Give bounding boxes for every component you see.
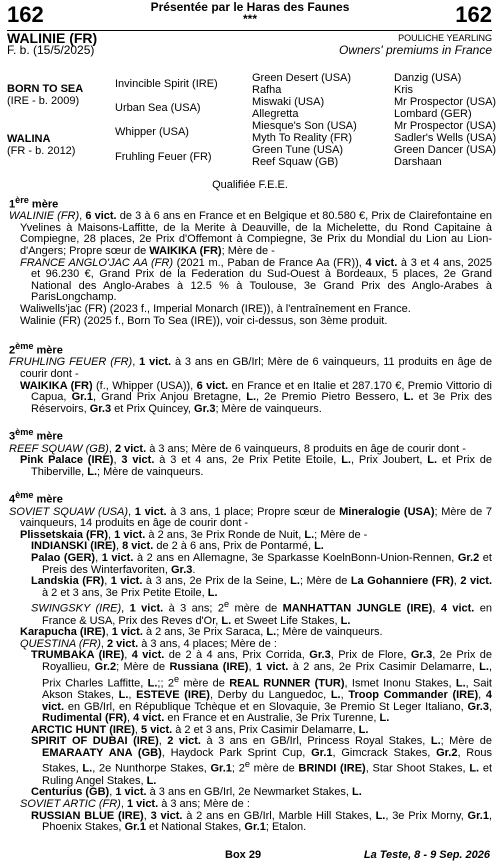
paragraph: FRANCE ANGLO'JAC AA (FR) (2021 m., Paban de France Aa (FR)), 4 vict. à 3 et 4 ans, 2025 et 96.230 €, Grand Prix de la Federation du Sud-Ouest à Bordeaux, 5 places, 2e Grand National des Anglo-Arabes à 12.5 % à Toulouse, 3e Grand Prix des Anglo-Arabes à ParisLongchamp.: [20, 256, 492, 304]
lot-number-right: 162: [455, 2, 492, 27]
paragraph: WAIKIKA (FR) (f., Whipper (USA)), 6 vict. en France et en Italie et 287.170 €, Premio Vittorio di Capua, Gr.1, Grand Prix Anjou Bretagne, L., 2e Premio Pietro Bessero, L. et 3e Prix des Réservoirs, Gr.3 et Prix Quincey, Gr.3; Mère de vainqueurs.: [20, 379, 492, 415]
paragraph: Palao (GER), 1 vict. à 2 ans en Allemagne, 3e Sparkasse KoelnBonn-Union-Rennen, Gr.2 et Preis des Winterfavoriten, Gr.3.: [31, 552, 492, 576]
gen4-ancestor: Darshaan: [394, 156, 442, 168]
paragraph: INDIANSKI (IRE), 8 vict. de 2 à 6 ans, Prix de Pontarmé, L.: [31, 540, 324, 553]
gen4-ancestor: Mr Prospector (USA): [394, 120, 497, 132]
great-grandparent: Myth To Reality (FR): [252, 132, 353, 144]
paragraph: SOVIET ARTIC (FR), 1 vict. à 3 ans; Mère de :: [20, 797, 250, 810]
paragraph: RUSSIAN BLUE (IRE), 3 vict. à 2 ans en GB/Irl, Marble Hill Stakes, L., 3e Prix Morny, Gr.1, Phoenix Stakes, Gr.1 et National Stakes, Gr.1; Etalon.: [31, 809, 493, 834]
paragraph: WALINIE (FR), 6 vict. de 3 à 6 ans en France et en Belgique et 80.580 €, Prix de Clairefontaine en Yvelines à Maisons-Laffitte, de la Merite à Deauville, de la Michelette, du Rond Capitaine à Compiegne, 28 places, 2e Prix d'Offemont à Compiegne, 3e Prix du Mondial du Lion au Lion-d'Angers; Propre sœur de WAIKIKA (FR); Mère de -: [9, 210, 493, 258]
owners-premiums: Owners' premiums in France: [339, 43, 492, 57]
dam-name: WALINA: [7, 133, 51, 145]
great-grandparent: Rafha: [252, 84, 282, 96]
great-grandparent: Miesque's Son (USA): [252, 120, 357, 132]
presented-by: Présentée par le Haras des Faunes: [150, 0, 350, 14]
paragraph: Plissetskaia (FR), 1 vict. à 2 ans, 3e Prix Ronde de Nuit, L.; Mère de -: [20, 528, 368, 541]
paragraph: TRUMBAKA (IRE), 4 vict. de 2 à 4 ans, Prix Corrida, Gr.3, Prix de Flore, Gr.3, 2e Prix de Royallieu, Gr.2; Mère de Russiana (IRE), 1 vict. à 2 ans, 2e Prix Casimir Delamarre, L., Prix Charles Laffitte, L.;; 2e mère de REAL RUNNER (TUR), Ismet Inonu Stakes, L., Sait Akson Stakes, L., ESTEVE (IRE), Derby du Languedoc, L., Troop Commander (IRE), 4 vict. en GB/Irl, en République Tchèque et en Slovaquie, 3e Premio St Leger Italiano, Gr.3, Rudimental (FR), 4 vict. en France et en Australie, 3e Prix Turenne, L.: [31, 649, 493, 725]
horse-name: WALINIE (FR): [7, 30, 98, 46]
header-stars: ***: [242, 12, 257, 26]
paragraph: Karapucha (IRE), 1 vict. à 2 ans, 3e Prix Saraca, L.; Mère de vainqueurs.: [20, 626, 383, 639]
dam-info: (FR - b. 2012): [7, 145, 76, 157]
paragraph: Pink Palace (IRE), 3 vict. à 3 et 4 ans, 2e Prix Petite Etoile, L., Prix Joubert, L. et Prix de Thiberville, L.; Mère de vainqueurs.: [20, 454, 493, 478]
grandparent: Whipper (USA): [115, 126, 189, 138]
great-grandparent: Reef Squaw (GB): [252, 156, 339, 168]
gen4-ancestor: Danzig (USA): [394, 72, 462, 84]
sale-type: POULICHE YEARLING: [398, 33, 492, 43]
gen4-ancestor: Green Dancer (USA): [394, 144, 497, 156]
paragraph: Landskia (FR), 1 vict. à 3 ans, 2e Prix de la Seine, L.; Mère de La Gohanniere (FR), 2 vict. à 2 et 3 ans, 3e Prix Petite Etoile, L.: [31, 575, 493, 599]
paragraph: SPIRIT OF DUBAI (IRE), 2 vict. à 3 ans en GB/Irl, Princess Royal Stakes, L.; Mère de EMARAATY ANA (GB), Haydock Park Sprint Cup, Gr.1, Gimcrack Stakes, Gr.2, Rous Stakes, L., 2e Nunthorpe Stakes, Gr.1; 2e mère de BRINDI (IRE), Star Shoot Stakes, L. et Ruling Angel Stakes, L.: [31, 735, 493, 787]
sire-name: BORN TO SEA: [7, 83, 84, 95]
gen4-ancestor: Mr Prospector (USA): [394, 96, 497, 108]
section-header-1st-dam: 1ère mère: [9, 195, 59, 211]
paragraph: REEF SQUAW (GB), 2 vict. à 3 ans; Mère de 6 vainqueurs, 8 produits en âge de courir dont -: [9, 442, 466, 455]
section-header-4th-dam: 4ème mère: [9, 490, 63, 507]
paragraph: Waliwells'jac (FR) (2023 f., Imperial Monarch (IRE)), à l'entraînement en France.: [20, 303, 411, 315]
paragraph: SWINGSKY (IRE), 1 vict. à 3 ans; 2e mère de MANHATTAN JUNGLE (IRE), 4 vict. en France & USA, Prix des Reves d'Or, L. et Sweet Life Stakes, L.: [31, 599, 493, 627]
grandparent: Fruhling Feuer (FR): [115, 151, 212, 163]
family-body: [9, 195, 492, 834]
sire-info: (IRE - b. 2009): [7, 95, 80, 107]
paragraph: FRUHLING FEUER (FR), 1 vict. à 3 ans en GB/Irl; Mère de 6 vainqueurs, 11 produits en âge de courir dont -: [9, 356, 492, 381]
great-grandparent: Green Desert (USA): [252, 72, 352, 84]
grandparent: Invincible Spirit (IRE): [115, 78, 218, 90]
box-number: Box 29: [225, 849, 262, 861]
paragraph: QUESTINA (FR), 2 vict. à 3 ans, 4 places; Mère de :: [20, 637, 277, 650]
presenter-header: [0, 1, 500, 25]
great-grandparent: Green Tune (USA): [252, 144, 344, 156]
great-grandparent: Allegretta: [252, 108, 299, 120]
gen4-ancestor: Sadler's Wells (USA): [394, 132, 497, 144]
paragraph: SOVIET SQUAW (USA), 1 vict. à 3 ans, 1 place; Propre sœur de Mineralogie (USA); Mère de 7 vainqueurs, 14 produits en âge de courir dont -: [9, 505, 492, 530]
paragraph: ARCTIC HUNT (IRE), 5 vict. à 2 et 3 ans, Prix Casimir Delamarre, L.: [31, 723, 369, 736]
paragraph: Walinie (FR) (2025 f., Born To Sea (IRE)), voir ci-dessus, son 3ème produit.: [20, 314, 388, 327]
horse-description: F. b. (15/5/2025): [7, 43, 95, 57]
section-header-3rd-dam: 3ème mère: [9, 427, 63, 444]
section-header-2nd-dam: 2ème mère: [9, 341, 63, 357]
gen4-ancestor: Kris: [394, 84, 413, 96]
lot-number-left: 162: [7, 2, 44, 27]
sale-place-date: La Teste, 8 - 9 Sep. 2026: [363, 849, 490, 861]
qualification: Qualifiée F.E.E.: [212, 179, 288, 191]
gen4-ancestor: Lombard (GER): [394, 108, 472, 120]
great-grandparent: Miswaki (USA): [252, 96, 325, 108]
grandparent: Urban Sea (USA): [115, 102, 201, 114]
paragraph: Centurius (GB), 1 vict. à 3 ans en GB/Irl, 2e Newmarket Stakes, L.: [31, 786, 362, 799]
